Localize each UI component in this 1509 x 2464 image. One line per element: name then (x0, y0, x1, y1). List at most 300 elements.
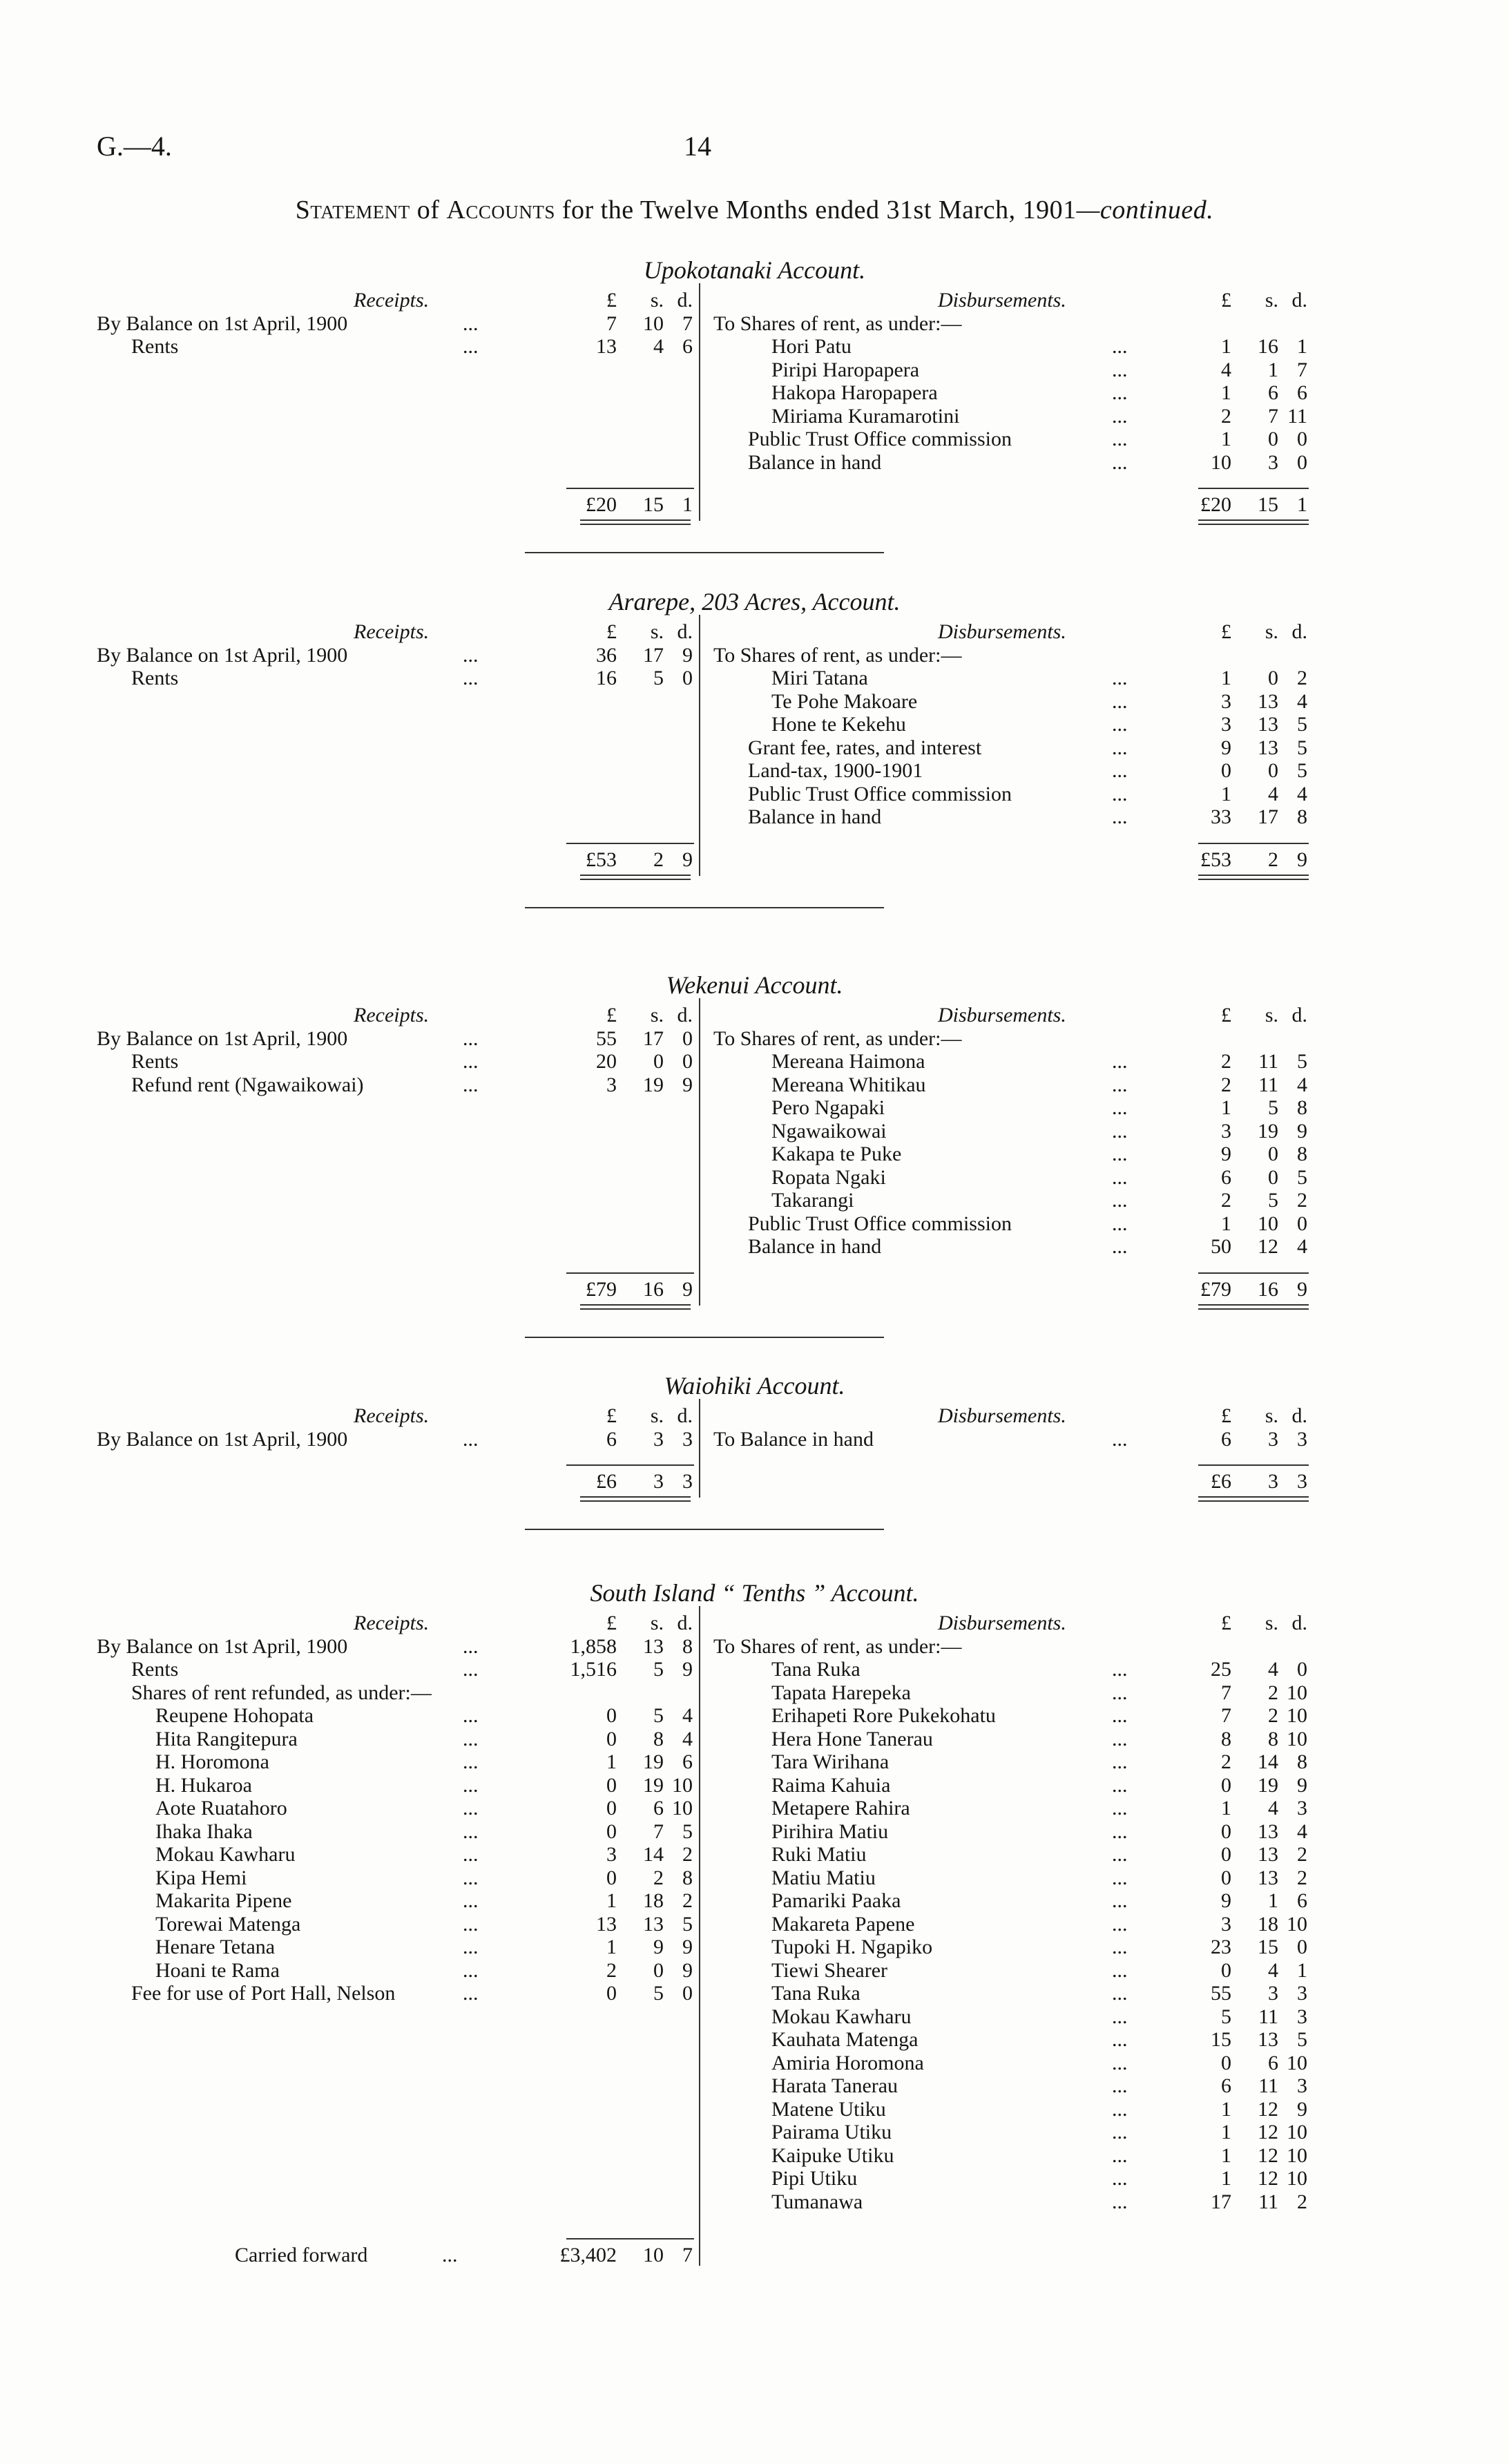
disbursement-label: Tiewi Shearer (771, 1958, 888, 1982)
disbursement-label: Harata Tanerau (771, 2074, 898, 2097)
pound-head: £ (1221, 620, 1231, 643)
leader-dots: ... (1112, 1119, 1128, 1143)
disbursement-label: Amiria Horomona (771, 2051, 924, 2074)
refund-amount (513, 1728, 693, 1751)
pound-head: £ (1221, 1404, 1231, 1427)
disbursement-label: Ruki Matiu (771, 1843, 867, 1866)
disbursement-amount (1128, 2190, 1307, 2214)
pound-head: £ (606, 1612, 617, 1634)
amount-pounds: 3 (606, 1843, 617, 1866)
leader-dots: ... (1112, 1427, 1128, 1451)
refund-amount (513, 1750, 693, 1774)
disbursement-amount (1128, 690, 1307, 714)
amount-pence: 5 (1297, 713, 1307, 736)
shilling-head: s. (650, 1404, 664, 1427)
amount-shillings: 3 (1268, 1427, 1278, 1451)
amount-pence: 0 (1297, 1936, 1307, 1958)
disbursement-label: To Balance in hand (713, 1427, 874, 1451)
receipts-total-double-rule (580, 1304, 691, 1310)
account-section (0, 587, 1509, 871)
leader-dots: ... (1112, 759, 1128, 782)
shilling-head: s. (650, 1612, 664, 1634)
disbursement-amount (1128, 428, 1307, 451)
pence-head: d. (1291, 1004, 1307, 1026)
amount-pounds: 55 (596, 1026, 617, 1050)
amount-pounds: 55 (1211, 1982, 1231, 2005)
amount-shillings: 3 (653, 1470, 664, 1493)
amount-shillings: 18 (1258, 1912, 1278, 1936)
amount-pence: 3 (682, 1470, 693, 1493)
amount-shillings: 12 (1258, 2143, 1278, 2167)
disbursements-total (1128, 1470, 1307, 1493)
amount-pence: 1 (1297, 1958, 1307, 1982)
leader-dots: ... (1112, 736, 1128, 759)
leader-dots: ... (1112, 1958, 1128, 1982)
amount-shillings: 3 (1268, 450, 1278, 474)
amount-pence: 5 (1297, 1165, 1307, 1189)
amount-pence: 0 (1297, 428, 1307, 450)
disbursements-total-double-rule (1198, 1304, 1309, 1310)
disbursement-amount (1128, 736, 1307, 760)
disbursement-amount (1128, 1235, 1307, 1259)
amount-pounds: 16 (596, 667, 617, 689)
receipts-heading: Receipts. (354, 1612, 430, 1634)
amount-pence: 5 (1297, 736, 1307, 759)
amount-pounds: 20 (596, 1050, 617, 1073)
currency-heads-disbursements (1128, 1404, 1307, 1428)
amount-pence: 8 (1297, 1096, 1307, 1119)
fee-label: Fee for use of Port Hall, Nelson (131, 1982, 396, 2005)
refund-label: H. Hukaroa (155, 1773, 252, 1797)
amount-pence: 2 (1297, 2190, 1307, 2213)
disbursement-label: Tana Ruka (771, 1658, 861, 1681)
amount-shillings: 15 (643, 493, 664, 516)
disbursement-label: Mereana Whitikau (771, 1073, 926, 1096)
disbursement-amount (1128, 1073, 1307, 1097)
receipts-total (513, 848, 693, 872)
amount-pounds: 50 (1211, 1235, 1231, 1258)
amount-pounds: 1 (1221, 381, 1231, 404)
amount-shillings: 15 (1258, 493, 1278, 516)
disbursement-amount (1128, 1728, 1307, 1751)
leader-dots: ... (1112, 2167, 1128, 2190)
amount-pounds: 25 (1211, 1658, 1231, 1681)
disbursement-amount (1128, 451, 1307, 475)
leader-dots: ... (1112, 428, 1128, 450)
refund-amount (513, 1774, 693, 1797)
shilling-head: s. (650, 289, 664, 312)
receipt-amount (513, 1027, 693, 1051)
refund-label: Reupene Hohopata (155, 1704, 314, 1727)
disbursement-label: Public Trust Office commission (748, 428, 1012, 450)
amount-pounds: 1 (606, 1750, 617, 1773)
disbursement-amount (1128, 805, 1307, 829)
account-title: Upokotanaki Account. (643, 256, 866, 284)
disbursement-label: Tupoki H. Ngapiko (771, 1936, 933, 1958)
amount-pounds: 1 (1221, 2121, 1231, 2143)
amount-pounds: 1 (1221, 782, 1231, 805)
leader-dots: ... (1112, 1681, 1128, 1704)
receipt-label: By Balance on 1st April, 1900 (97, 1427, 348, 1451)
amount-pence: 9 (1297, 1277, 1307, 1301)
disbursement-amount (1128, 2167, 1307, 2190)
leader-dots: ... (463, 667, 479, 689)
amount-pence: 10 (1287, 2143, 1307, 2167)
amount-pounds: 3 (1221, 689, 1231, 713)
amount-pence: 1 (1297, 493, 1307, 516)
amount-pence: 7 (682, 312, 693, 335)
title-continued: —continued. (1076, 195, 1214, 225)
disbursement-label: Hakopa Haropapera (771, 381, 938, 404)
disbursement-amount (1128, 1913, 1307, 1936)
disbursement-label: Mokau Kawharu (771, 2005, 912, 2028)
amount-shillings: 11 (1258, 1050, 1278, 1073)
disbursements-total (1128, 493, 1307, 517)
currency-heads-receipts (513, 1004, 693, 1027)
amount-shillings: 19 (1258, 1119, 1278, 1143)
amount-shillings: 4 (1268, 782, 1278, 805)
receipts-total-rule (566, 488, 694, 489)
disbursement-label: Takarangi (771, 1189, 854, 1212)
leader-dots: ... (1112, 1889, 1128, 1912)
receipts-total (513, 1470, 693, 1493)
disbursement-label: Public Trust Office commission (748, 782, 1012, 805)
amount-shillings: 4 (1268, 1958, 1278, 1982)
leader-dots: ... (1112, 1189, 1128, 1212)
amount-pence: 2 (1297, 1189, 1307, 1212)
leader-dots: ... (1112, 1165, 1128, 1189)
disbursement-amount (1128, 783, 1307, 806)
amount-shillings: 3 (1268, 1470, 1278, 1493)
amount-pounds: 0 (1221, 1820, 1231, 1843)
amount-pounds: 8 (1221, 1727, 1231, 1750)
disbursement-label: Matiu Matiu (771, 1866, 876, 1889)
amount-pounds: 7 (1221, 1704, 1231, 1727)
disbursement-label: Pairama Utiku (771, 2121, 892, 2143)
disbursement-label: Pamariki Paaka (771, 1889, 901, 1912)
amount-pence: 8 (1297, 1750, 1307, 1773)
receipt-amount (513, 335, 693, 359)
disbursement-amount (1128, 2074, 1307, 2098)
disbursement-amount (1128, 1658, 1307, 1681)
receipt-label: By Balance on 1st April, 1900 (97, 312, 348, 335)
disbursement-amount (1128, 2028, 1307, 2052)
leader-dots: ... (1112, 2143, 1128, 2167)
leader-dots: ... (1112, 1797, 1128, 1820)
refund-amount (513, 1843, 693, 1866)
amount-pounds: 1 (1221, 335, 1231, 358)
amount-pounds: 0 (1221, 1843, 1231, 1866)
leader-dots: ... (463, 1773, 479, 1797)
amount-pounds: 1 (1221, 2167, 1231, 2190)
disbursement-label: Miriama Kuramarotini (771, 404, 960, 428)
receipts-heading: Receipts. (354, 1404, 430, 1427)
amount-shillings: 3 (1268, 1982, 1278, 2005)
account-section (0, 1578, 1509, 2266)
disbursement-amount (1128, 759, 1307, 783)
amount-shillings: 19 (643, 1750, 664, 1773)
amount-pence: 3 (1297, 1982, 1307, 2005)
leader-dots: ... (463, 1050, 479, 1073)
disbursements-heading: Disbursements. (938, 1612, 1066, 1634)
disbursement-label: Land-tax, 1900-1901 (748, 759, 923, 782)
amount-shillings: 11 (1258, 2190, 1278, 2213)
leader-dots: ... (1112, 805, 1128, 828)
amount-shillings: 13 (643, 1912, 664, 1936)
amount-pounds: 0 (1221, 1866, 1231, 1889)
amount-shillings: 8 (653, 1727, 664, 1750)
shilling-head: s. (1265, 620, 1278, 643)
amount-pounds: 13 (596, 1912, 617, 1936)
leader-dots: ... (1112, 1704, 1128, 1727)
leader-dots: ... (442, 2244, 458, 2266)
disbursement-amount (1128, 1050, 1307, 1073)
amount-pounds: 7 (1221, 1681, 1231, 1704)
leader-dots: ... (463, 1912, 479, 1936)
receipt-label: Rents (131, 1050, 179, 1073)
amount-pounds: 9 (1221, 1143, 1231, 1165)
leader-dots: ... (1112, 358, 1128, 381)
amount-pence: 9 (1297, 848, 1307, 871)
amount-pence: 3 (1297, 2005, 1307, 2028)
refund-label: Ihaka Ihaka (155, 1820, 253, 1843)
leader-dots: ... (1112, 1727, 1128, 1750)
leader-dots: ... (1112, 1843, 1128, 1866)
amount-shillings: 12 (1258, 1235, 1278, 1258)
amount-pounds: £79 (586, 1277, 617, 1301)
amount-pence: 2 (1297, 1843, 1307, 1866)
amount-pence: 10 (672, 1773, 693, 1797)
disbursement-label: Pirihira Matiu (771, 1820, 889, 1843)
amount-shillings: 19 (643, 1073, 664, 1096)
amount-pounds: 2 (1221, 1073, 1231, 1096)
disbursement-label: Ropata Ngaki (771, 1165, 886, 1189)
receipt-amount (513, 1635, 693, 1659)
pound-head: £ (606, 1004, 617, 1026)
disbursement-label: Makareta Papene (771, 1912, 915, 1936)
amount-pence: 9 (682, 848, 693, 871)
amount-pounds: 1 (1221, 2143, 1231, 2167)
leader-dots: ... (463, 1797, 479, 1820)
pence-head: d. (677, 289, 693, 312)
amount-pence: 8 (682, 1866, 693, 1889)
amount-pence: 3 (1297, 2074, 1307, 2097)
amount-shillings: 0 (653, 1050, 664, 1073)
amount-shillings: 5 (1268, 1096, 1278, 1119)
amount-pence: 10 (1287, 1727, 1307, 1750)
leader-dots: ... (1112, 404, 1128, 428)
disbursements-total-rule (1198, 1464, 1309, 1466)
leader-dots: ... (1112, 1050, 1128, 1073)
account-section (0, 971, 1509, 1301)
leader-dots: ... (463, 1982, 479, 2005)
shilling-head: s. (650, 1004, 664, 1026)
amount-pence: 5 (1297, 1050, 1307, 1073)
amount-pence: 5 (682, 1912, 693, 1936)
amount-shillings: 13 (1258, 1820, 1278, 1843)
pence-head: d. (1291, 620, 1307, 643)
disbursement-amount (1128, 1889, 1307, 1913)
column-divider (699, 998, 700, 1306)
disbursement-label: Piripi Haropapera (771, 358, 920, 381)
pence-head: d. (677, 1612, 693, 1634)
account-title: Ararepe, 203 Acres, Account. (608, 588, 901, 615)
receipts-heading: Receipts. (354, 1004, 430, 1026)
amount-pence: 9 (682, 1073, 693, 1096)
currency-heads-disbursements (1128, 1004, 1307, 1027)
leader-dots: ... (1112, 450, 1128, 474)
receipt-amount (513, 312, 693, 336)
disbursement-amount (1128, 1166, 1307, 1190)
pound-head: £ (1221, 1004, 1231, 1026)
leader-dots: ... (463, 1820, 479, 1843)
amount-shillings: 11 (1258, 2005, 1278, 2028)
leader-dots: ... (1112, 1982, 1128, 2005)
amount-pounds: 1,858 (570, 1634, 617, 1658)
disbursement-label: Balance in hand (748, 805, 882, 828)
amount-shillings: 7 (1268, 404, 1278, 428)
amount-pounds: 7 (606, 312, 617, 335)
leader-dots: ... (1112, 713, 1128, 736)
amount-shillings: 0 (653, 1958, 664, 1982)
disbursement-amount (1128, 335, 1307, 359)
amount-shillings: 19 (643, 1773, 664, 1797)
amount-shillings: 15 (1258, 1936, 1278, 1958)
amount-pounds: 0 (1221, 759, 1231, 782)
shilling-head: s. (1265, 1004, 1278, 1026)
amount-pence: 8 (1297, 1143, 1307, 1165)
amount-pence: 9 (1297, 1773, 1307, 1797)
leader-dots: ... (1112, 1658, 1128, 1681)
amount-shillings: 10 (643, 2244, 664, 2266)
disbursement-label: Tapata Harepeka (771, 1681, 911, 1704)
pound-head: £ (606, 620, 617, 643)
amount-pence: 9 (682, 1936, 693, 1958)
amount-pence: 9 (682, 643, 693, 667)
amount-shillings: 13 (1258, 713, 1278, 736)
refund-amount (513, 1797, 693, 1820)
amount-shillings: 0 (1268, 428, 1278, 450)
amount-pence: 3 (682, 1427, 693, 1451)
leader-dots: ... (463, 1727, 479, 1750)
leader-dots: ... (463, 1658, 479, 1681)
disbursement-label: Tana Ruka (771, 1982, 861, 2005)
refund-label: Hita Rangitepura (155, 1727, 298, 1750)
amount-shillings: 5 (653, 1704, 664, 1727)
amount-pence: 9 (682, 1277, 693, 1301)
amount-pence: 9 (1297, 2097, 1307, 2121)
leader-dots: ... (1112, 2074, 1128, 2097)
receipt-label: By Balance on 1st April, 1900 (97, 1026, 348, 1050)
amount-shillings: 11 (1258, 2074, 1278, 2097)
leader-dots: ... (1112, 2190, 1128, 2213)
pence-head: d. (677, 620, 693, 643)
section-separator (525, 1529, 884, 1530)
amount-shillings: 5 (653, 667, 664, 689)
disbursement-amount (1128, 381, 1307, 405)
amount-pence: 2 (682, 1843, 693, 1866)
amount-pounds: 0 (606, 1797, 617, 1820)
disbursement-label: Balance in hand (748, 1235, 882, 1258)
amount-shillings: 2 (1268, 848, 1278, 871)
receipts-total-rule (566, 843, 694, 844)
section-separator (525, 1337, 884, 1338)
pence-head: d. (1291, 1404, 1307, 1427)
leader-dots: ... (1112, 2005, 1128, 2028)
leader-dots: ... (463, 1427, 479, 1451)
amount-pounds: 9 (1221, 1889, 1231, 1912)
leader-dots: ... (463, 1704, 479, 1727)
amount-pounds: 10 (1211, 450, 1231, 474)
leader-dots: ... (1112, 1212, 1128, 1235)
refund-label: Mokau Kawharu (155, 1843, 296, 1866)
amount-shillings: 6 (653, 1797, 664, 1820)
amount-shillings: 16 (1258, 1277, 1278, 1301)
amount-pence: 1 (682, 493, 693, 516)
amount-shillings: 2 (1268, 1681, 1278, 1704)
pound-head: £ (1221, 289, 1231, 312)
currency-heads-receipts (513, 1404, 693, 1428)
amount-pence: 11 (1287, 404, 1307, 428)
currency-heads-disbursements (1128, 1612, 1307, 1635)
disbursement-label: Hone te Kekehu (771, 713, 906, 736)
disbursements-heading: Disbursements. (938, 620, 1066, 643)
disbursements-total-rule (1198, 843, 1309, 844)
receipts-total-rule (566, 1272, 694, 1274)
refund-amount (513, 1936, 693, 1959)
amount-shillings: 10 (643, 312, 664, 335)
amount-pounds: 0 (606, 1704, 617, 1727)
disbursement-label: Miri Tatana (771, 667, 868, 689)
amount-pence: 6 (682, 335, 693, 358)
disbursement-label: Hera Hone Tanerau (771, 1727, 933, 1750)
amount-pounds: 17 (1211, 2190, 1231, 2213)
amount-pence: 10 (1287, 2051, 1307, 2074)
leader-dots: ... (1112, 667, 1128, 689)
disbursement-amount (1128, 2121, 1307, 2144)
amount-pounds: 6 (1221, 1427, 1231, 1451)
account-title: South Island “ Tenths ” Account. (590, 1579, 919, 1607)
disbursement-label: Kauhata Matenga (771, 2028, 919, 2051)
amount-shillings: 13 (1258, 736, 1278, 759)
disbursement-label: Ngawaikowai (771, 1119, 887, 1143)
disbursements-total-double-rule (1198, 1496, 1309, 1502)
amount-shillings: 14 (643, 1843, 664, 1866)
amount-pounds: 1 (606, 1889, 617, 1912)
amount-shillings: 12 (1258, 2097, 1278, 2121)
receipts-total-double-rule (580, 875, 691, 880)
amount-pence: 6 (682, 1750, 693, 1773)
disbursement-label: Metapere Rahira (771, 1797, 910, 1820)
leader-dots: ... (1112, 1773, 1128, 1797)
title-accounts: Accounts (446, 195, 555, 225)
amount-pence: 0 (682, 1982, 693, 2005)
amount-pounds: 0 (606, 1866, 617, 1889)
receipts-heading: Receipts. (354, 620, 430, 643)
currency-heads-disbursements (1128, 620, 1307, 644)
disbursement-label: Public Trust Office commission (748, 1212, 1012, 1235)
disbursement-amount (1128, 713, 1307, 736)
amount-pence: 0 (682, 667, 693, 689)
amount-pence: 4 (1297, 782, 1307, 805)
disbursement-label: Pipi Utiku (771, 2167, 858, 2190)
refund-label: Aote Ruatahoro (155, 1797, 287, 1820)
amount-shillings: 3 (653, 1427, 664, 1451)
amount-pounds: 1 (1221, 1797, 1231, 1820)
leader-dots: ... (463, 1843, 479, 1866)
refund-label: Henare Tetana (155, 1936, 276, 1958)
amount-pounds: 15 (1211, 2028, 1231, 2051)
